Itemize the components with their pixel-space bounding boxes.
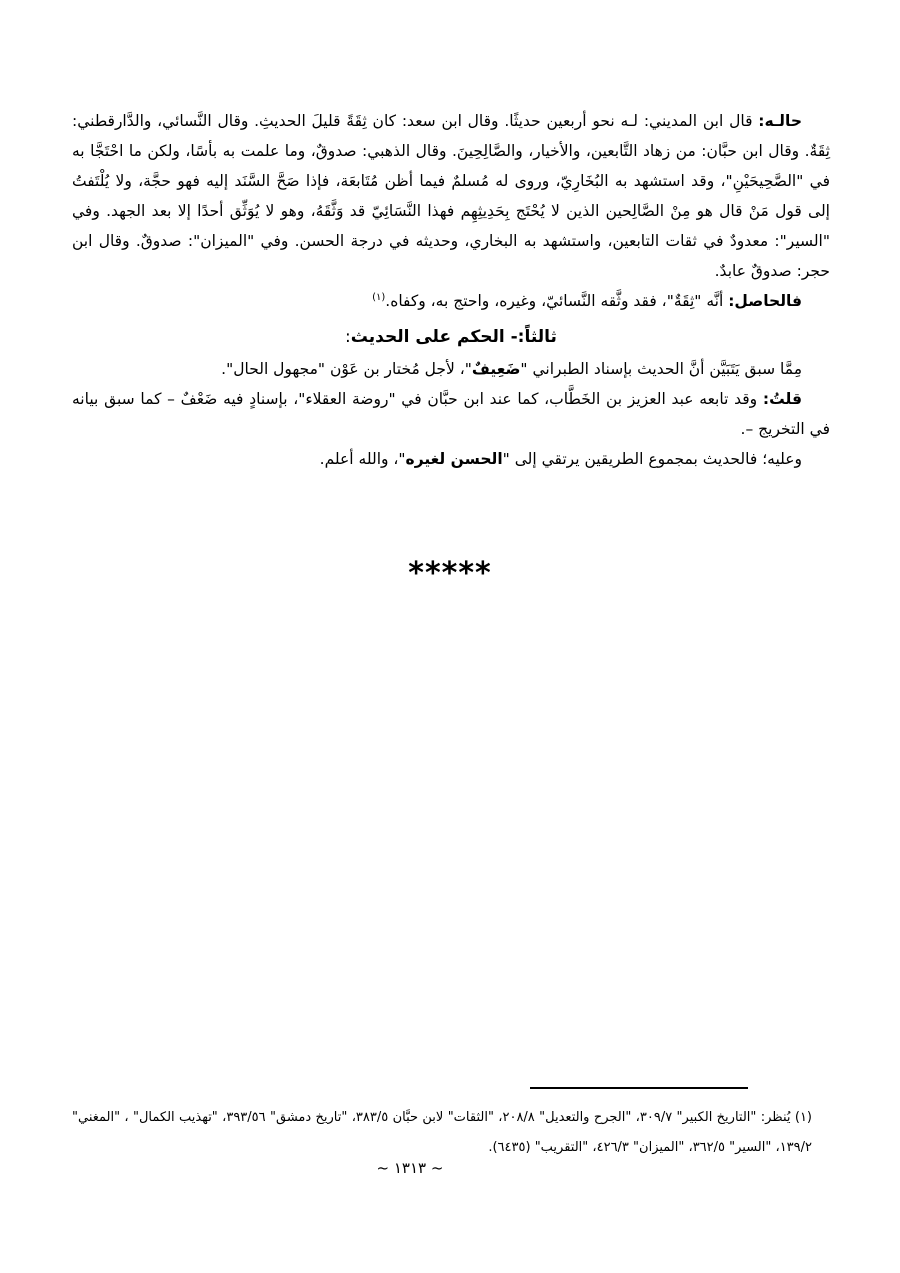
paragraph-final-verdict xyxy=(72,444,830,474)
footnote-text: (١) يُنظر: "التاريخ الكبير" ٣٠٩/٧، "الجرح والتعديل" ٢٠٨/٨، "الثقات" لابن حبَّان ٣٨٣/٥، "تاريخ دمشق" ٣٩٣/٥٦، "تهذيب الكمال" ، "المغني" ١٣٩/٢، "السير" ٣٦٢/٥، "الميزان" ٤٢٦/٣، "التقريب" (٦٤٣٥). xyxy=(72,1110,812,1155)
section-heading-text: ثالثاً:- الحكم على الحديث xyxy=(350,327,557,347)
paragraph-body: وعليه؛ فالحديث بمجموع الطريقين يرتقي إلى " xyxy=(502,450,802,468)
footnote-divider xyxy=(530,1087,748,1089)
footnote-section xyxy=(72,1103,812,1163)
paragraph-body: "، لأجل مُختار بن عَوْن "مجهول الحال". xyxy=(221,360,472,378)
paragraph-body: مِمَّا سبق يَتَبَيَّن أنَّ الحديث بإسناد الطبراني " xyxy=(520,360,802,378)
paragraph-ruling xyxy=(72,354,830,384)
paragraph-body: وقد تابعه عبد العزيز بن الخَطَّاب، كما عند ابن حبَّان في "روضة العقلاء"، بإسنادٍ فيه ضَعْفٌ – كما سبق بيانه في التخريج –. xyxy=(72,390,830,438)
section-heading xyxy=(72,322,830,352)
paragraph-follow-up xyxy=(72,384,830,444)
footnote-marker: (١) xyxy=(372,291,386,303)
paragraph-body: قال ابن المديني: لـه نحو أربعين حديثًا. وقال ابن سعد: كان ثِقَةً قليلَ الحديثِ. وقال النَّسائي، والدَّارقطني: ثِقَةٌ. وقال ابن حبَّان: من زهاد التَّابعين، والأخيار، والصَّالِحِينَ. وقال الذهبي: صدوقٌ، وما علمت به بأسًا، ولكن ما احْتَجَّا به في "الصَّحِيحَيْنِ"، وقد استشهد به البُخَارِيّ، وروى له مُسلمٌ فيما أظن مُتَابعَة، فإذا صَحَّ السَّنَد إليه فهو حجَّة، ولا يُلْتَفتُ إلى قول مَنْ قال هو مِنْ الصَّالِحين الذين لا يُحْتَج بِحَدِيثِهِم فهذا النَّسَائِيّ قد وَثَّقَهُ، وهو لا يُوَثِّق أحدًا إلا بعد الجهد. وفي "السير": معدودٌ في ثقات التابعين، واستشهد به البخاري، وحديثه في درجة الحسن. وفي "الميزان": صدوقٌ. وقال ابن حجر: صدوقٌ عابدٌ. xyxy=(72,112,830,280)
section-heading-colon: : xyxy=(345,327,351,347)
paragraph-lead-label: فالحاصل: xyxy=(728,292,802,310)
paragraph-body: أنَّه "ثِقَةٌ"، فقد وثَّقه النَّسائيّ، وغيره، واحتج به، وكفاه. xyxy=(385,292,729,310)
paragraph-body: "، والله أعلم. xyxy=(319,450,406,468)
paragraph-lead-label: قلتُ: xyxy=(762,390,802,408)
paragraph-conclusion xyxy=(72,286,830,316)
paragraph-narrator-status xyxy=(72,106,830,286)
page-number: ~ ١٣١٣ ~ xyxy=(376,1159,444,1177)
ruling-hasan-li-ghayrihi: الحسن لغيره xyxy=(405,450,503,468)
separator-stars: ***** xyxy=(408,556,492,591)
ruling-weak: ضَعِيفٌ xyxy=(471,360,521,378)
main-text xyxy=(72,106,830,474)
paragraph-lead-label: حالـه: xyxy=(758,112,802,130)
